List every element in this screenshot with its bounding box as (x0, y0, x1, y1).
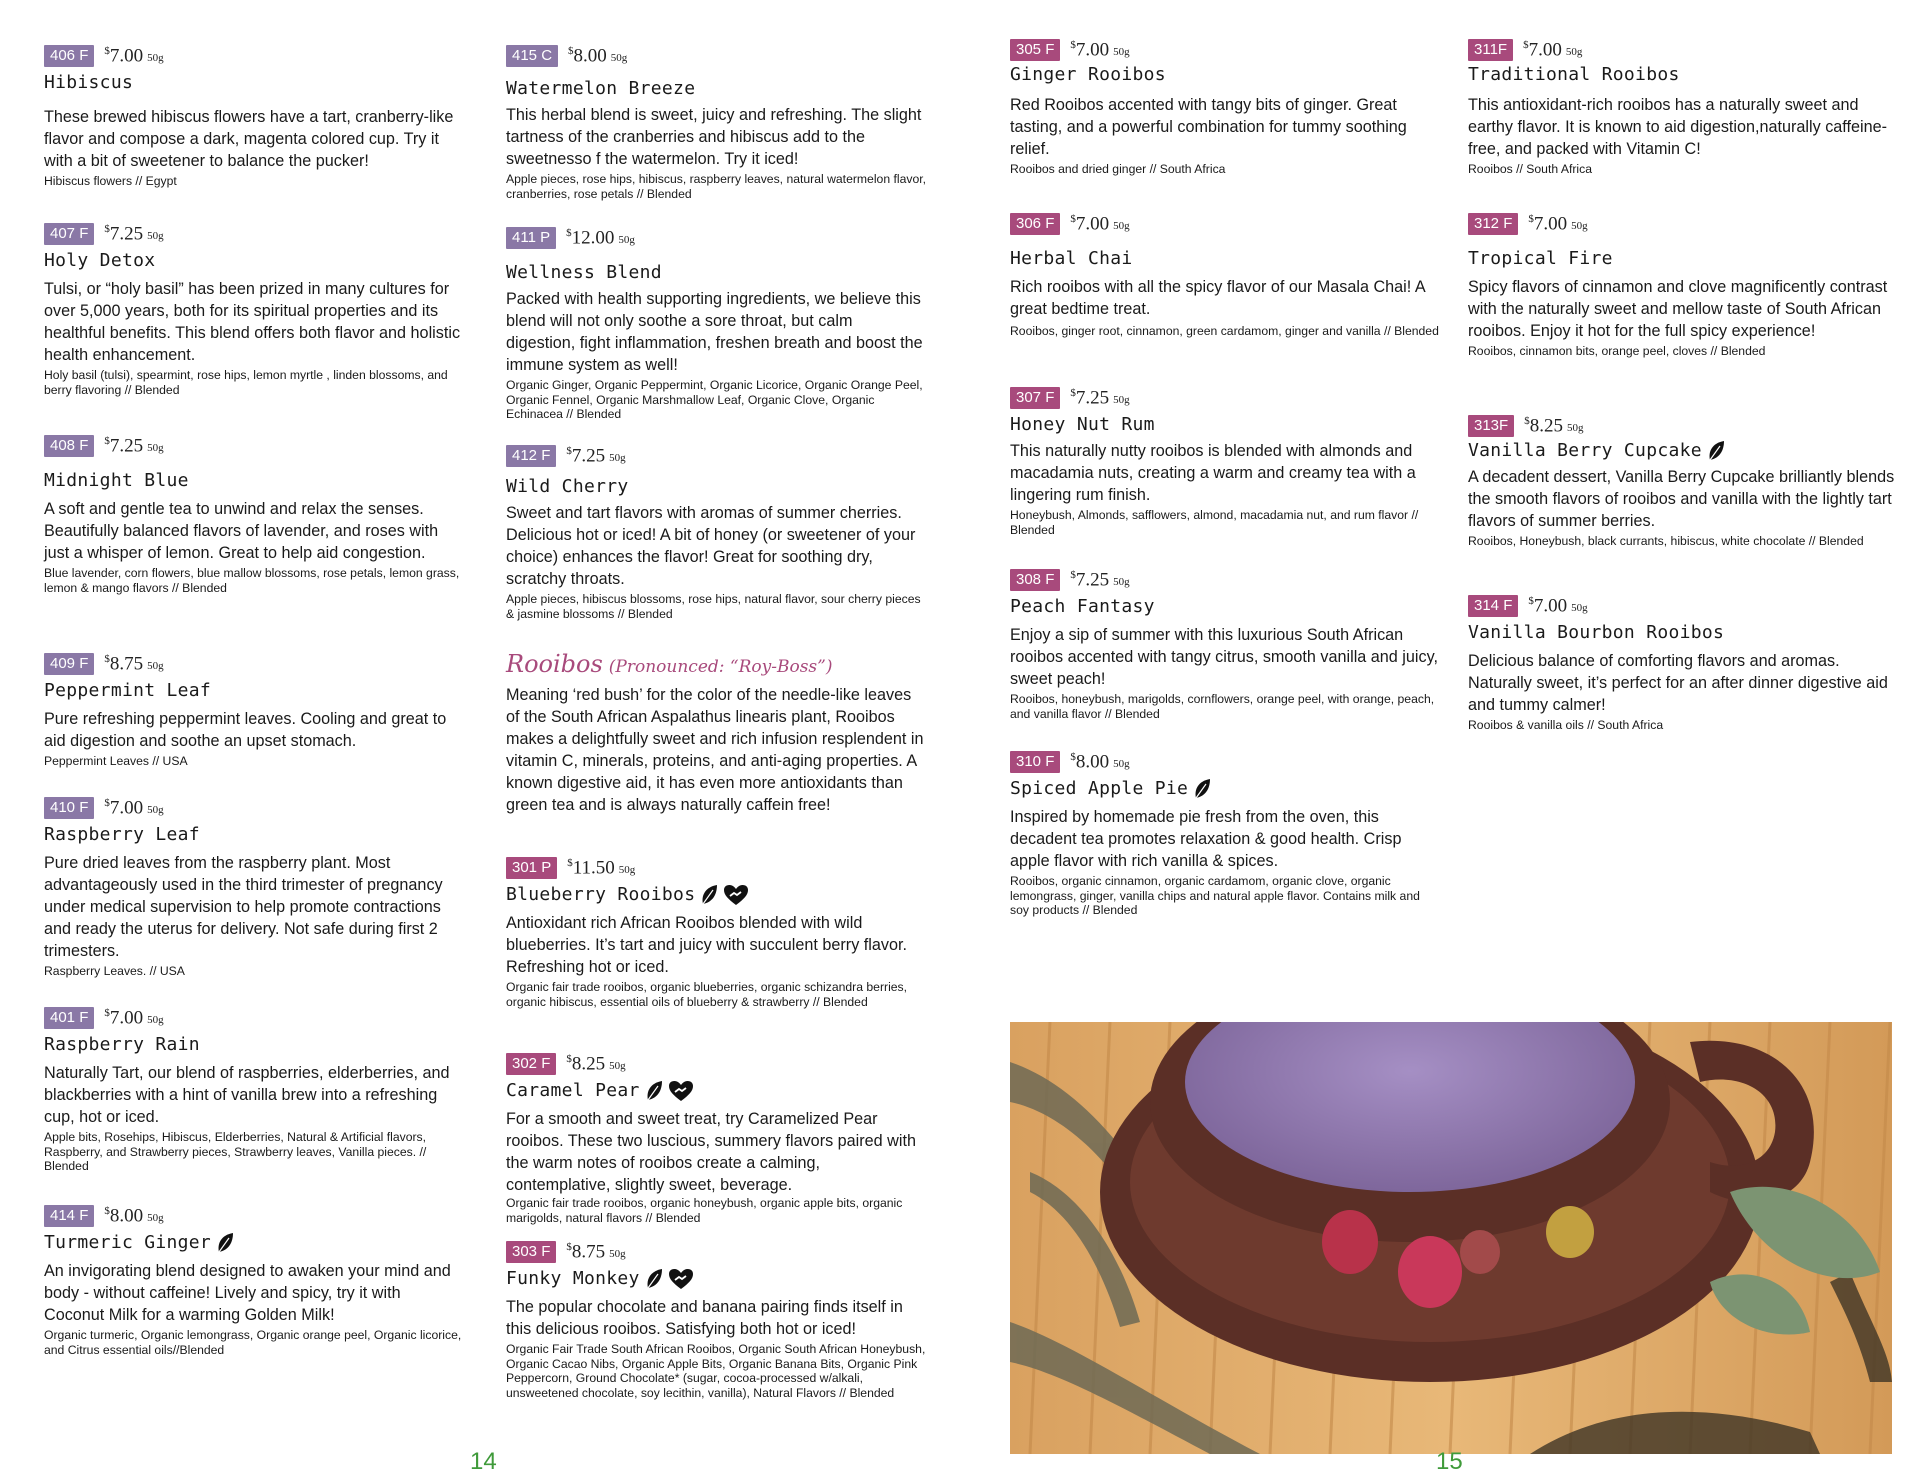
tea-ingredients: Organic fair trade rooibos, organic blueberries, organic schizandra berries, organic hibiscus, essential oils of blueberry & strawberry // Blended (506, 980, 908, 1009)
tea-item (1010, 386, 1440, 537)
tea-name: Traditional Rooibos (1468, 64, 1680, 85)
tea-item (1010, 212, 1440, 339)
price: $8.00 50g (568, 44, 628, 67)
price: $7.00 50g (104, 44, 164, 67)
product-code-badge: 414 F (44, 1205, 94, 1227)
column-3 (1010, 38, 1440, 938)
tea-item (44, 44, 464, 189)
price: $7.00 50g (1070, 212, 1130, 235)
tea-ingredients: Peppermint Leaves // USA (44, 754, 188, 768)
section-heading: Rooibos (Pronounced: “Roy-Boss”) (506, 650, 833, 678)
tea-item (1010, 38, 1440, 177)
tea-description: Sweet and tart flavors with aromas of summer cherries. Delicious hot or iced! A bit of honey (or sweetener of your choice) enhances the flavor! Great for soothing dry, scratchy throats. (506, 504, 916, 588)
tea-name: Ginger Rooibos (1010, 64, 1166, 85)
tea-name: Peppermint Leaf (44, 680, 212, 701)
tea-ingredients: Blue lavender, corn flowers, blue mallow blossoms, rose petals, lemon grass, lemon & mango flavors // Blended (44, 566, 460, 595)
product-code-badge: 301 P (506, 857, 557, 879)
fair-trade-icon (723, 884, 749, 906)
price: $7.25 50g (1070, 386, 1130, 409)
tea-name: Spiced Apple Pie (1010, 776, 1440, 802)
tea-description: An invigorating blend designed to awaken your mind and body - without caffeine! Lively and spicy, try it with Coconut Milk for a warming Golden Milk! (44, 1262, 451, 1324)
tea-ingredients: Raspberry Leaves. // USA (44, 964, 185, 978)
price: $7.00 50g (1528, 212, 1588, 235)
tea-name: Peach Fantasy (1010, 596, 1155, 617)
tea-description: This naturally nutty rooibos is blended with almonds and macadamia nuts, creating a warm and creamy tea with a lingering rum finish. (1010, 442, 1416, 504)
product-code-badge: 407 F (44, 223, 94, 245)
product-code-badge: 408 F (44, 435, 94, 457)
tea-item (44, 222, 464, 397)
tea-description: The popular chocolate and banana pairing finds itself in this delicious rooibos. Satisfying both hot or iced! (506, 1298, 903, 1338)
tea-name: Vanilla Bourbon Rooibos (1468, 622, 1725, 643)
tea-name: Caramel Pear (506, 1078, 926, 1104)
tea-ingredients: Rooibos, Honeybush, black currants, hibiscus, white chocolate // Blended (1468, 534, 1864, 548)
tea-description: Delicious balance of comforting flavors and aromas. Naturally sweet, it’s perfect for an after dinner digestive aid and tummy calmer! (1468, 652, 1888, 714)
column-2 (506, 44, 926, 1424)
organic-leaf-icon (644, 1080, 664, 1102)
tea-description: Inspired by homemade pie fresh from the oven, this decadent tea promotes relaxation & good health. Crisp apple flavor with rich vanilla & spices. (1010, 808, 1402, 870)
product-code-badge: 302 F (506, 1053, 556, 1075)
fair-trade-icon (668, 1268, 694, 1290)
column-1 (44, 44, 464, 1364)
tea-description: For a smooth and sweet treat, try Caramelized Pear rooibos. These two luscious, summery flavors paired with the warm notes of rooibos create a calming, contemplative, slightly sweet, beverage. (506, 1110, 916, 1194)
product-code-badge: 314 F (1468, 595, 1518, 617)
price: $11.50 50g (567, 856, 636, 879)
tea-description: Antioxidant rich African Rooibos blended with wild blueberries. It’s tart and juicy with succulent berry flavor. Refreshing hot or iced. (506, 914, 907, 976)
tea-ingredients: Apple pieces, rose hips, hibiscus, raspberry leaves, natural watermelon flavor, cranberries, rose petals // Blended (506, 172, 926, 201)
product-code-badge: 310 F (1010, 751, 1060, 773)
tea-description: A decadent dessert, Vanilla Berry Cupcake brilliantly blends the smooth flavors of rooibos and vanilla with the lightly tart flavors of summer berries. (1468, 468, 1895, 530)
product-code-badge: 410 F (44, 797, 94, 819)
tea-description: Red Rooibos accented with tangy bits of ginger. Great tasting, and a powerful combination for tummy soothing relief. (1010, 96, 1407, 158)
product-code-badge: 311F (1468, 39, 1513, 61)
tea-item (44, 796, 464, 979)
price: $8.75 50g (566, 1240, 626, 1263)
product-code-badge: 306 F (1010, 213, 1060, 235)
price: $8.00 50g (104, 1204, 164, 1227)
tea-ingredients: Apple bits, Rosehips, Hibiscus, Elderberries, Natural & Artificial flavors, Raspberry, and Strawberry pieces, Strawberry leaves, Vanilla pieces. // Blended (44, 1130, 427, 1173)
organic-leaf-icon (215, 1232, 235, 1254)
tea-description: This antioxidant-rich rooibos has a naturally sweet and earthy flavor. It is known to aid digestion,naturally caffeine-free, and packed with Vitamin C! (1468, 96, 1888, 158)
tea-name: Herbal Chai (1010, 248, 1133, 269)
tea-cup-photo (1010, 1022, 1892, 1454)
product-code-badge: 312 F (1468, 213, 1518, 235)
rooibos-intro (506, 650, 926, 816)
tea-name: Midnight Blue (44, 470, 189, 491)
tea-name: Raspberry Rain (44, 1034, 200, 1055)
tea-ingredients: Organic Ginger, Organic Peppermint, Organic Licorice, Organic Orange Peel, Organic Fennel, Organic Marshmallow Leaf, Organic Clove, Organic Echinacea // Blended (506, 378, 923, 421)
product-code-badge: 411 P (506, 227, 556, 249)
tea-name: Vanilla Berry Cupcake (1468, 438, 1898, 464)
organic-leaf-icon (1706, 440, 1726, 462)
product-code-badge: 313F (1468, 415, 1514, 437)
organic-leaf-icon (699, 884, 719, 906)
tea-item (506, 856, 926, 1009)
tea-ingredients: Organic turmeric, Organic lemongrass, Organic orange peel, Organic licorice, and Citrus essential oils//Blended (44, 1328, 462, 1357)
product-code-badge: 303 F (506, 1241, 556, 1263)
tea-ingredients: Honeybush, Almonds, safflowers, almond, macadamia nut, and rum flavor // Blended (1010, 508, 1419, 537)
price: $7.00 50g (1070, 38, 1130, 61)
tea-name: Holy Detox (44, 250, 156, 271)
price: $7.25 50g (104, 222, 164, 245)
tea-description: This herbal blend is sweet, juicy and refreshing. The slight tartness of the cranberries and hibiscus add to the sweetnesso f the watermelon. Try it iced! (506, 106, 922, 168)
tea-name: Honey Nut Rum (1010, 414, 1155, 435)
tea-ingredients: Rooibos, honeybush, marigolds, cornflowers, orange peel, with orange, peach, and vanilla flavor // Blended (1010, 692, 1435, 721)
tea-description: Enjoy a sip of summer with this luxurious South African rooibos accented with tangy citrus, smooth vanilla and juicy, sweet peach! (1010, 626, 1438, 688)
page-number-left: 14 (470, 1448, 497, 1475)
organic-leaf-icon (644, 1268, 664, 1290)
tea-name: Wellness Blend (506, 262, 662, 283)
tea-description: Naturally Tart, our blend of raspberries, elderberries, and blackberries with a hint of vanilla brew into a refreshing cup, hot or iced. (44, 1064, 450, 1126)
fair-trade-icon (668, 1080, 694, 1102)
price: $12.00 50g (566, 226, 635, 249)
tea-ingredients: Holy basil (tulsi), spearmint, rose hips, lemon myrtle , linden blossoms, and berry flavoring // Blended (44, 368, 448, 397)
organic-leaf-icon (1192, 778, 1212, 800)
tea-ingredients: Rooibos and dried ginger // South Africa (1010, 162, 1226, 176)
tea-name: Wild Cherry (506, 476, 629, 497)
tea-item (1468, 594, 1898, 733)
price: $7.25 50g (104, 434, 164, 457)
product-code-badge: 401 F (44, 1007, 94, 1029)
tea-description: Tulsi, or “holy basil” has been prized in many cultures for over 5,000 years, both for its spiritual properties and its healthful benefits. This blend offers both flavor and holistic health enhancement. (44, 280, 461, 364)
tea-item (1468, 212, 1898, 359)
product-code-badge: 412 F (506, 445, 556, 467)
tea-cup-illustration (1010, 1022, 1892, 1454)
tea-description: Pure refreshing peppermint leaves. Cooling and great to aid digestion and soothe an upset stomach. (44, 710, 447, 750)
tea-name: Watermelon Breeze (506, 78, 696, 99)
tea-name: Blueberry Rooibos (506, 882, 926, 908)
price: $8.25 50g (1524, 414, 1584, 437)
tea-description: A soft and gentle tea to unwind and relax the senses. Beautifully balanced flavors of lavender, and roses with just a whisper of lemon. Great to help aid congestion. (44, 500, 439, 562)
tea-item (44, 652, 464, 769)
price: $8.75 50g (104, 652, 164, 675)
tea-ingredients: Rooibos & vanilla oils // South Africa (1468, 718, 1664, 732)
tea-description: Rich rooibos with all the spicy flavor of our Masala Chai! A great bedtime treat. (1010, 278, 1425, 318)
tea-item (1468, 38, 1898, 177)
tea-item (506, 444, 926, 621)
tea-item (1010, 568, 1440, 721)
tea-description: Pure dried leaves from the raspberry plant. Most advantageously used in the third trimester of pregnancy under medical supervision to help promote contractions and ready the uterus for delivery. Not safe during first 2 trimesters. (44, 854, 443, 960)
tea-ingredients: Apple pieces, hibiscus blossoms, rose hips, natural flavor, sour cherry pieces & jasmine blossoms // Blended (506, 592, 921, 621)
tea-name: Tropical Fire (1468, 248, 1613, 269)
tea-name: Turmeric Ginger (44, 1230, 464, 1256)
price: $7.00 50g (104, 796, 164, 819)
tea-item (44, 434, 464, 595)
tea-name: Funky Monkey (506, 1266, 926, 1292)
tea-description: Packed with health supporting ingredients, we believe this blend will not only soothe a sore throat, but calm digestion, fight inflammation, freshen breath and boost the immune system as well! (506, 290, 923, 374)
tea-ingredients: Rooibos, cinnamon bits, orange peel, cloves // Blended (1468, 344, 1766, 358)
tea-ingredients: Hibiscus flowers // Egypt (44, 174, 177, 188)
product-code-badge: 308 F (1010, 569, 1060, 591)
tea-item (506, 1240, 926, 1400)
tea-item (506, 1052, 926, 1225)
tea-name: Raspberry Leaf (44, 824, 200, 845)
price: $7.25 50g (566, 444, 626, 467)
product-code-badge: 305 F (1010, 39, 1060, 61)
product-code-badge: 307 F (1010, 387, 1060, 409)
tea-ingredients: Rooibos, ginger root, cinnamon, green cardamom, ginger and vanilla // Blended (1010, 324, 1439, 338)
price: $7.00 50g (104, 1006, 164, 1029)
column-4 (1468, 38, 1898, 758)
tea-ingredients: Rooibos // South Africa (1468, 162, 1592, 176)
section-intro-text: Meaning ‘red bush’ for the color of the needle-like leaves of the South African Aspalathus linearis plant, Rooibos makes a delightfully sweet and rich infusion resplendent in vitamin C, minerals, proteins, and anti-aging properties. A known digestive aid, it has even more antioxidants than green tea and is always naturally caffein free! (506, 686, 924, 814)
price: $7.00 50g (1528, 594, 1588, 617)
tea-item (44, 1006, 464, 1174)
tea-item (1010, 750, 1440, 918)
tea-item (44, 1204, 464, 1357)
product-code-badge: 415 C (506, 45, 558, 67)
tea-ingredients: Organic fair trade rooibos, organic honeybush, organic apple bits, organic marigolds, natural flavors // Blended (506, 1196, 903, 1225)
price: $7.00 50g (1523, 38, 1583, 61)
product-code-badge: 409 F (44, 653, 94, 675)
tea-name: Hibiscus (44, 72, 134, 93)
price: $8.25 50g (566, 1052, 626, 1075)
price: $7.25 50g (1070, 568, 1130, 591)
product-code-badge: 406 F (44, 45, 94, 67)
tea-item (506, 44, 926, 201)
tea-description: Spicy flavors of cinnamon and clove magnificently contrast with the naturally sweet and mellow taste of South African rooibos. Enjoy it hot for the full spicy experience! (1468, 278, 1888, 340)
price: $8.00 50g (1070, 750, 1130, 773)
tea-ingredients: Organic Fair Trade South African Rooibos, Organic South African Honeybush, Organic Cacao Nibs, Organic Apple Bits, Organic Banana Bits, Organic Pink Peppercorn, Ground Chocolate* (sugar, cocoa-processed w/alkali, unsweetened chocolate, soy lecithin, vanilla), Natural Flavors // Blended (506, 1342, 926, 1400)
tea-item (506, 226, 926, 422)
tea-item (1468, 414, 1898, 549)
tea-ingredients: Rooibos, organic cinnamon, organic cardamom, organic clove, organic lemongrass, ginger, vanilla chips and natural apple flavor. Contains milk and soy products // Blended (1010, 874, 1420, 917)
tea-description: These brewed hibiscus flowers have a tart, cranberry-like flavor and compose a dark, magenta colored cup. Try it with a bit of sweetener to balance the pucker! (44, 108, 454, 170)
page-number-right: 15 (1436, 1448, 1463, 1475)
